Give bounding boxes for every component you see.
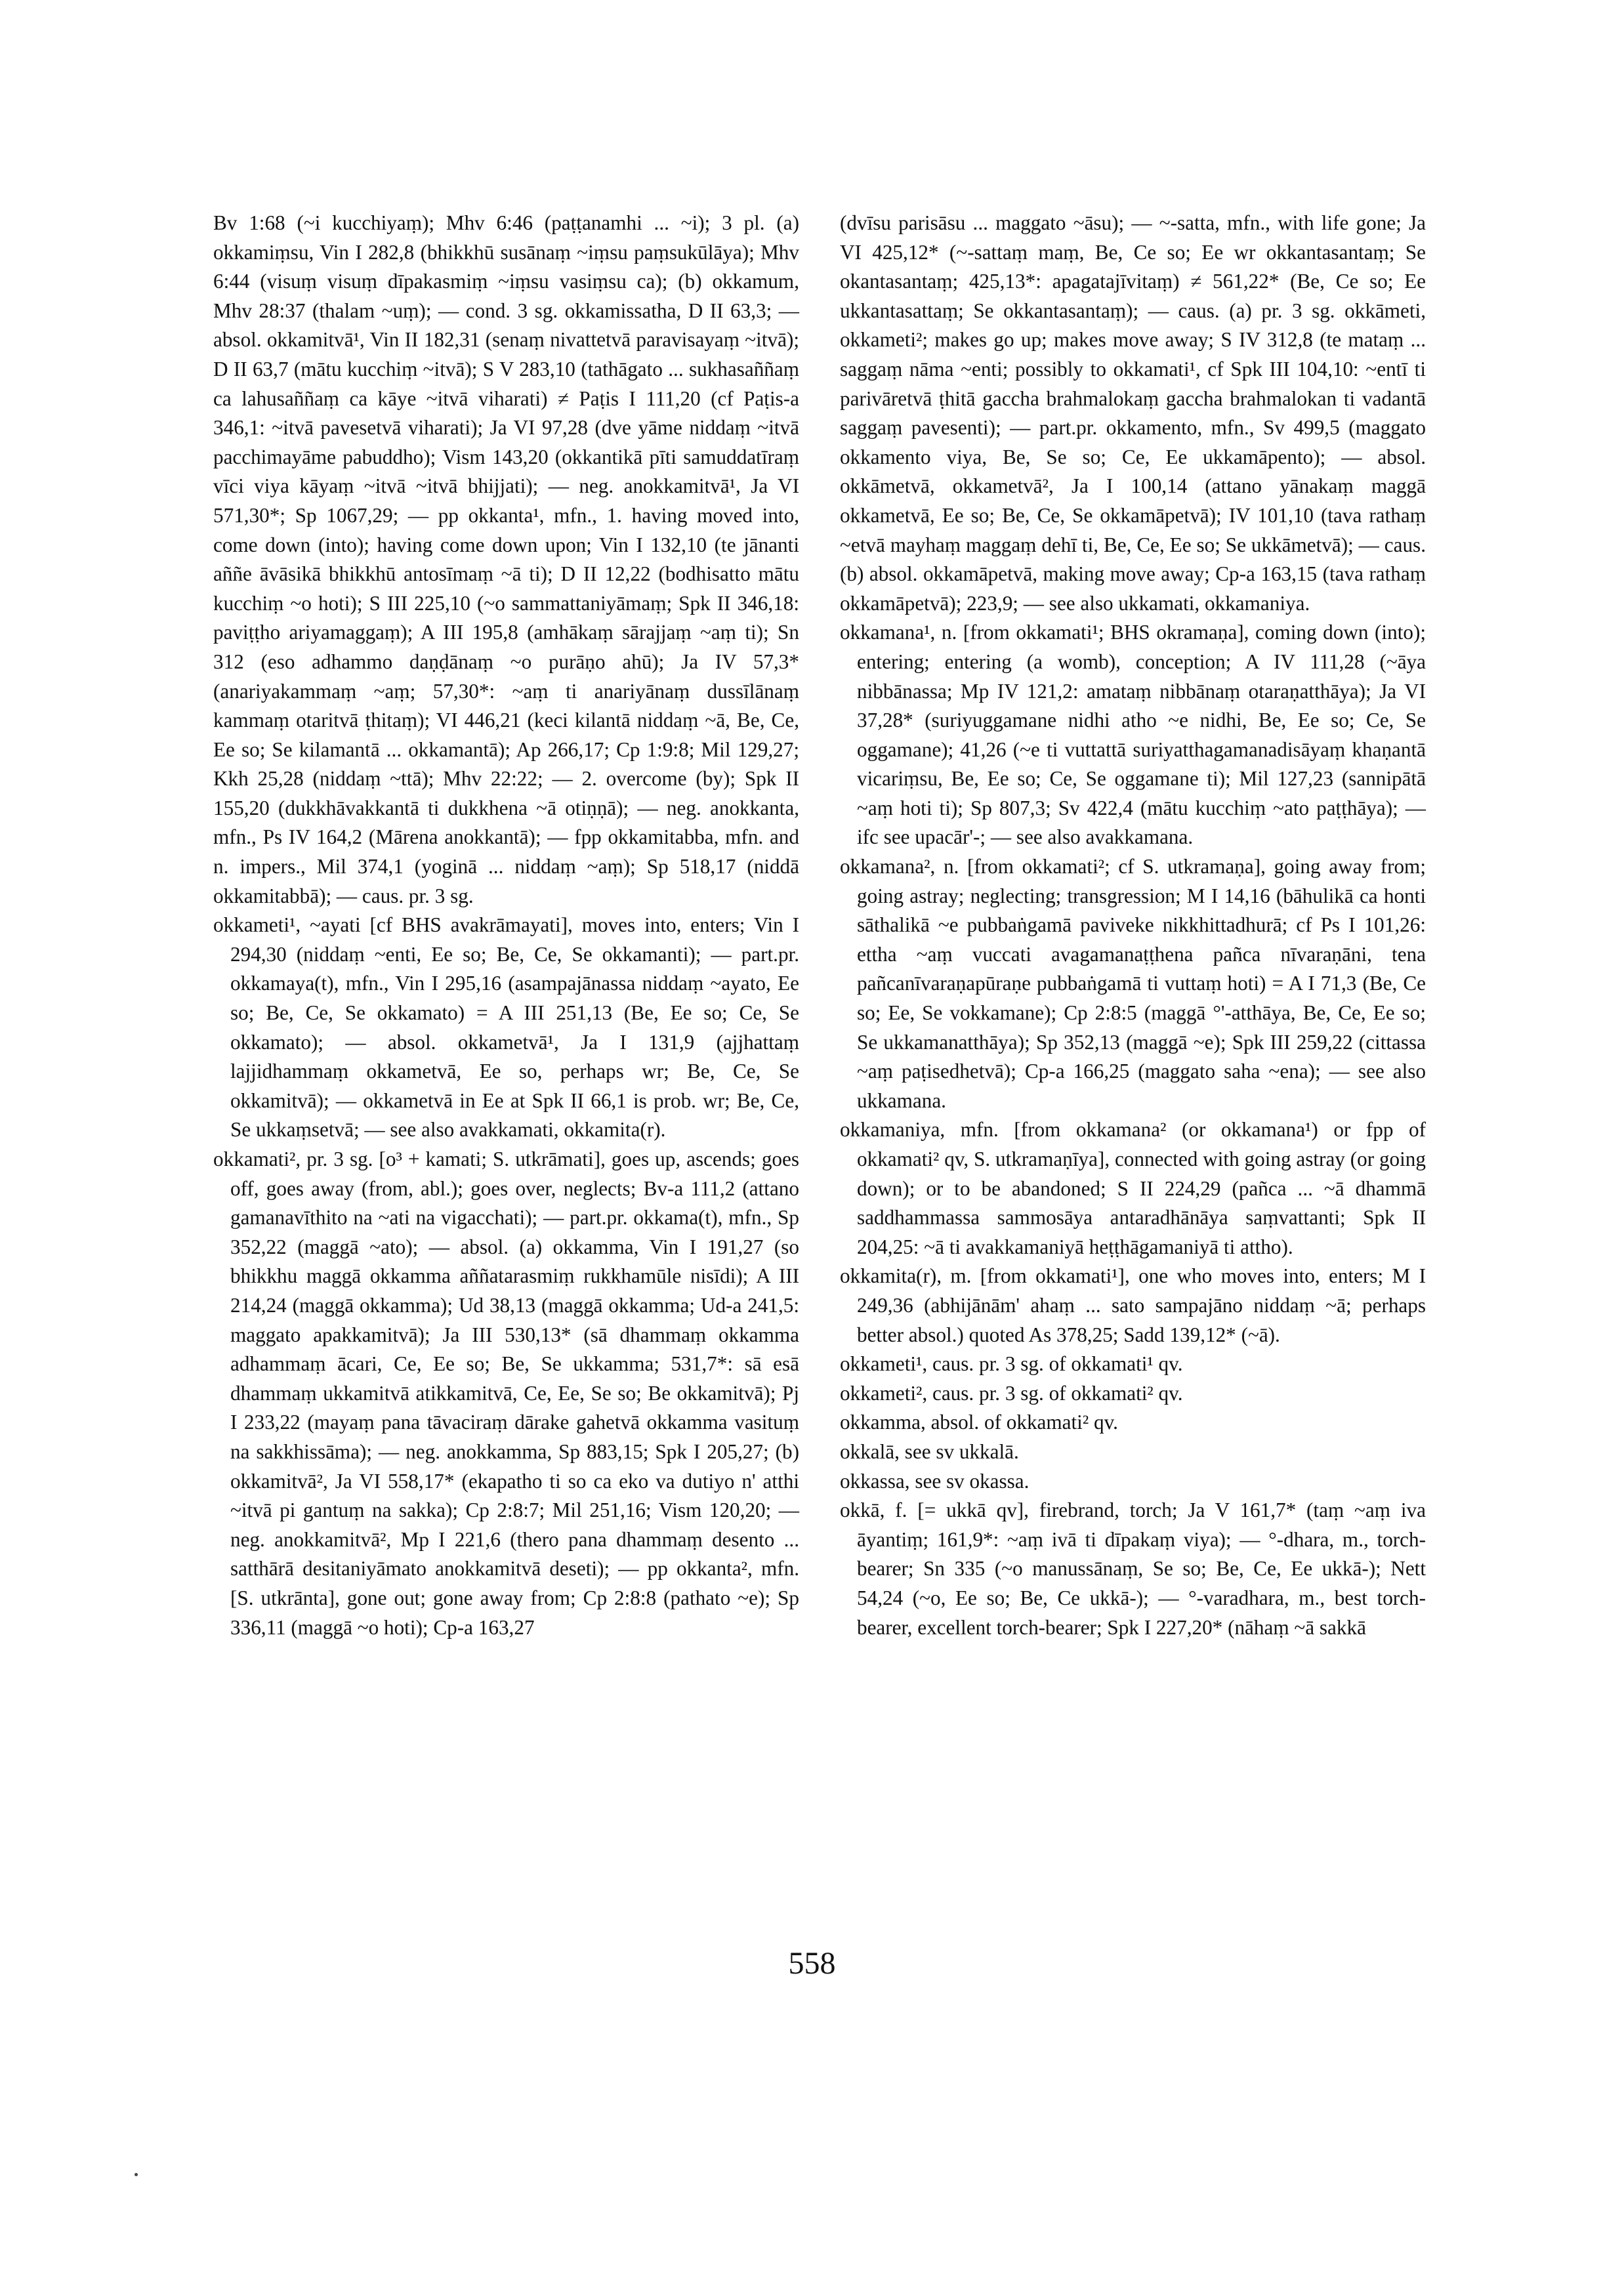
entry-okka: okkā, f. [= ukkā qv], firebrand, torch; Ja V 161,7* (taṃ ~aṃ iva āyantiṃ; 161,9*: ~aṃ ivā ti dīpakaṃ viya); — °-dhara, m., torch-bearer; Sn 335 (~o manussānaṃ, Se so; Be, Ce, Ee ukkā-); Nett 54,24 (~o, Ee so; Be, Ce ukkā-); — °-varadhara, m., best torch-bearer, excellent torch-bearer; Spk I 227,20* (nāhaṃ ~ā sakkā (840, 1499, 1426, 1639)
entry-continuation: Bv 1:68 (~i kucchiyaṃ); Mhv 6:46 (paṭṭanamhi ... ~i); 3 pl. (a) okkamiṃsu, Vin I 282,8 (bhikkhū susānaṃ ~iṃsu paṃsukūlāya); Mhv 6:44 (visuṃ visuṃ dīpakasmiṃ ~iṃsu vasiṃsu ca); (b) okkamum, Mhv 28:37 (thalam ~uṃ); — cond. 3 sg. okkamissatha, D II 63,3; — absol. okkamitvā¹, Vin II 182,31 (senaṃ nivattetvā paravisayaṃ ~itvā); D II 63,7 (mātu kucchiṃ ~itvā); S V 283,10 (tathāgato ... sukhasaññaṃ ca lahusaññaṃ ca kāye ~itvā viharati) ≠ Paṭis I 111,20 (cf Paṭis-a 346,1: ~itvā pavesetvā viharati); Ja VI 97,28 (dve yāme niddaṃ ~itvā pacchimayāme pabuddho); Vism 143,20 (okkantikā pīti samuddatīraṃ vīci viya kāyaṃ ~itvā ~itvā bhijjati); — neg. anokkamitvā¹, Ja VI 571,30*; Sp 1067,29; — pp okkanta¹, mfn., 1. having moved into, come down (into); having come down upon; Vin I 132,10 (te jānanti aññe āvāsikā bhikkhū antosīmaṃ ~ā ti); D II 12,22 (bodhisatto mātu kucchiṃ ~o hoti); S III 225,10 (~o sammattaniyāmaṃ; Spk II 346,18: paviṭṭho ariyamaggaṃ); A III 195,8 (amhākaṃ sārajjaṃ ~aṃ ti); Sn 312 (eso adhammo daṇḍānaṃ ~o purāṇo ahū); Ja IV 57,3* (anariyakammaṃ ~aṃ; 57,30*: ~aṃ ti anariyānaṃ dussīlānaṃ kammaṃ otaritvā ṭhitaṃ); VI 446,21 (keci kilantā niddaṃ ~ā, Be, Ce, Ee so; Se kilamantā ... okkamantā); Ap 266,17; Cp 1:9:8; Mil 129,27; Kkh 25,28 (niddaṃ ~ttā); Mhv 22:22; — 2. overcome (by); Spk II 155,20 (dukkhāvakkantā ti dukkhena ~ā otiṇṇā); — neg. anokkanta, mfn., Ps IV 164,2 (Mārena anokkantā); — fpp okkamitabba, mfn. and n. impers., Mil 374,1 (yoginā ... niddaṃ ~aṃ); Sp 518,17 (niddā okkamitabbā); — caus. pr. 3 sg. (213, 211, 799, 907)
entry-okkamaniya: okkamaniya, mfn. [from okkamana² (or okkamana¹) or fpp of okkamati² qv, S. utkramaṇīya], connected with going astray (or going down); or to be abandoned; S II 224,29 (pañca ... ~ā dhammā saddhammassa sammosāya antaradhānāya saṃvattanti; Spk II 204,25: ~ā ti avakkamaniyā heṭṭhāgamaniyā ti attho). (840, 1118, 1426, 1258)
entry-okkamita: okkamita(r), m. [from okkamati¹], one who moves into, enters; M I 249,36 (abhijānām' ahaṃ ... sato sampajāno niddaṃ ~ā; perhaps better absol.) quoted As 378,25; Sadd 139,12* (~ā). (840, 1264, 1426, 1346)
entry-okkameti-1: okkameti¹, ~ayati [cf BHS avakrāmayati], moves into, enters; Vin I 294,30 (niddaṃ ~enti, Ee so; Be, Ce, Se okkamanti); — part.pr. okkamaya(t), mfn., Vin I 295,16 (asampajānassa niddaṃ ~ayato, Ee so; Be, Ce, Se okkamato) = A III 251,13 (Be, Ee so; Ce, Se okkamato); — absol. okkametvā¹, Ja I 131,9 (ajjhattaṃ lajjidhammaṃ okkametvā, Ee so, perhaps wr; Be, Ce, Se okkamitvā); — okkametvā in Ee at Spk II 66,1 is prob. wr; Be, Ce, Se ukkaṃsetvā; — see also avakkamati, okkamita(r). (213, 913, 799, 1142)
entry-okkassa: okkassa, see sv okassa. (840, 1469, 1030, 1493)
entry-okkamati-2: okkamati², pr. 3 sg. [o³ + kamati; S. utkrāmati], goes up, ascends; goes off, goes away (from, abl.); goes over, neglects; Bv-a 111,2 (attano gamanavīthito na ~ati na vigacchati); — part.pr. okkama(t), mfn., Sp 352,22 (maggā ~ato); — absol. (a) okkamma, Vin I 191,27 (so bhikkhu maggā okkamma aññatarasmiṃ rukkhamūle nisīdi); A III 214,24 (maggā okkamma); Ud 38,13 (maggā okkamma; Ud-a 241,5: maggato apakkamitvā); Ja III 530,13* (sā dhammaṃ okkamma adhammaṃ ācari, Ce, Ee so; Be, Se ukkamma; 531,7*: sā esā dhammaṃ ukkamitvā atikkamitvā, Ce, Ee, Se so; Be okkamitvā); Pj I 233,22 (mayaṃ pana tāvaciraṃ dārake gahetvā okkamma vasituṃ na sakkhissāma); — neg. anokkamma, Sp 883,15; Spk I 205,27; (b) okkamitvā², Ja VI 558,17* (ekapatho ti so ca eko va dutiyo n' atthi ~itvā pi gantuṃ na sakka); Cp 2:8:7; Mil 251,16; Vism 120,20; — neg. anokkamitvā², Mp I 221,6 (thero pana dhammaṃ desento ... satthārā desitaniyāmato anokkamitvā deseti); — pp okkanta², mfn. [S. utkrānta], gone out; gone away from; Cp 2:8:8 (pathato ~e); Sp 336,11 (maggā ~o hoti); Cp-a 163,27 (213, 1148, 799, 1639)
entry-okkamma-xref: okkamma, absol. of okkamati² qv. (840, 1411, 1118, 1434)
entry-okkameti-2-xref: okkameti², caus. pr. 3 sg. of okkamati² qv. (840, 1381, 1183, 1405)
left-column (213, 209, 799, 1642)
entry-okkamana-2: okkamana², n. [from okkamati²; cf S. utkramaṇa], going away from; going astray; neglecting; transgression; M I 14,16 (bāhulikā ca honti sāthalikā ~e pubbaṅgamā paviveke nikkhittadhurā; cf Ps I 101,26: ettha ~aṃ vuccati avagamanaṭṭhena pañca nīvaraṇāni, tena pañcanīvaraṇapūraṇe pubbaṅgamā ti vuttaṃ hoti) = A I 71,3 (Be, Ce so; Ee, Se vokkamane); Cp 2:8:5 (maggā °'-atthāya, Be, Ce, Ee so; Se ukkamanatthāya); Sp 352,13 (maggā ~e); Spk III 259,22 (cittassa ~aṃ paṭisedhetvā); Cp-a 166,25 (maggato saha ~ena); — see also ukkamana. (840, 855, 1426, 1112)
right-column (840, 209, 1426, 1642)
entry-okkala: okkalā, see sv ukkalā. (840, 1439, 1019, 1463)
entry-continuation: (dvīsu parisāsu ... maggato ~āsu); — ~-satta, mfn., with life gone; Ja VI 425,12* (~-sattaṃ maṃ, Be, Ce so; Ee wr okkantasantaṃ; Se okantasantaṃ; 425,13*: apagatajīvitaṃ) ≠ 561,22* (Be, Ce so; Ee ukkantasattaṃ; Se okkantasantaṃ); — caus. (a) pr. 3 sg. okkāmeti, okkameti²; makes go up; makes move away; S IV 312,8 (te mataṃ ... saggaṃ nāma ~enti; possibly to okkamati¹, cf Spk III 104,10: ~entī ti parivāretvā ṭhitā gaccha brahmalokaṃ gaccha brahmalokan ti vadantā saggaṃ pavesenti); — part.pr. okkamento, mfn., Sv 499,5 (maggato okkamento viya, Be, Se so; Ce, Ee ukkamāpento); — absol. okkāmetvā, okkametvā², Ja I 100,14 (attano yānakaṃ maggā okkametvā, Ee so; Be, Ce, Se okkamāpetvā); IV 101,10 (tava rathaṃ ~etvā mayhaṃ maggaṃ dehī ti, Be, Ce, Ee so; Se ukkāmetvā); — caus. (b) absol. okkamāpetvā, making move away; Cp-a 163,15 (tava rathaṃ okkamāpetvā); 223,9; — see also ukkamati, okkamaniya. (840, 211, 1426, 615)
entry-okkameti-1-xref: okkameti¹, caus. pr. 3 sg. of okkamati¹ qv. (840, 1352, 1183, 1376)
entry-okkamana-1: okkamana¹, n. [from okkamati¹; BHS okramaṇa], coming down (into); entering; entering (a womb), conception; A IV 111,28 (~āya nibbānassa; Mp IV 121,2: amataṃ nibbānaṃ otaraṇatthāya); Ja VI 37,28* (suriyuggamane nidhi atho ~e nidhi, Be, Ee so; Ce, Se oggamane); 41,26 (~e ti vuttattā suriyatthagamanadisāyaṃ khaṇantā vicariṃsu, Be, Ee so; Ce, Se oggamane ti); Mil 127,23 (sannipātā ~aṃ hoti ti); Sp 807,3; Sv 422,4 (mātu kucchiṃ ~ato paṭṭhāya); — ifc see upacār'-; — see also avakkamana. (840, 621, 1426, 849)
scan-speck (135, 2173, 138, 2176)
page-number: 558 (788, 1946, 836, 1981)
